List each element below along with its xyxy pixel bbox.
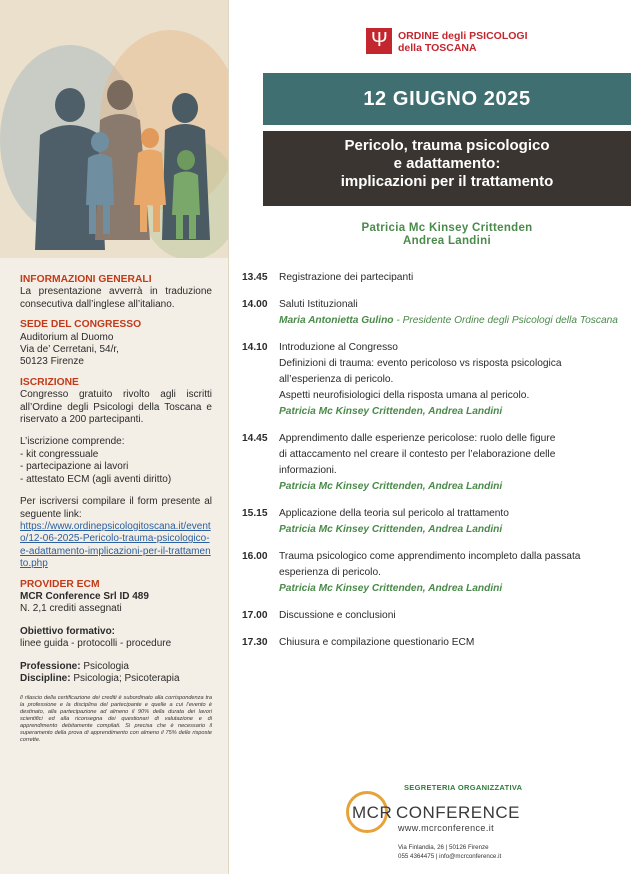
organizer-url[interactable]: www.mcrconference.it xyxy=(398,823,495,833)
program-list xyxy=(242,270,626,662)
program-line: Introduzione al Congresso xyxy=(279,342,398,353)
program-speaker: Patricia Mc Kinsey Crittenden, Andrea Landini xyxy=(279,583,503,594)
program-item xyxy=(242,635,626,651)
registration-includes-title: L’iscrizione comprende: xyxy=(20,436,125,448)
registration-include-item: - kit congressuale xyxy=(20,448,99,460)
event-date: 12 GIUGNO 2025 xyxy=(263,73,631,125)
objective-label: Obiettivo formativo: xyxy=(20,625,116,637)
program-line: Apprendimento dalle esperienze pericolose: ruolo delle figure xyxy=(279,433,556,444)
program-time: 14.00 xyxy=(242,299,268,310)
program-time: 13.45 xyxy=(242,272,268,283)
registration-form-text: Per iscriversi compilare il form presente al seguente link: xyxy=(20,496,212,520)
logo-line1: ORDINE degli PSICOLOGI xyxy=(398,30,528,42)
ordine-logo xyxy=(366,28,556,60)
segreteria-label: SEGRETERIA ORGANIZZATIVA xyxy=(404,783,523,792)
psi-logo-icon xyxy=(366,28,392,54)
ecm-note: Il rilascio della certificazione dei crediti è subordinato alla corrispondenza tra la professione e la disciplina del partecipante e quelle a cui l’evento è destinato, alla partecipazione ad almeno il 90% della durata dei lavori scientifici ed alla riconsegna dei questionari di valutazione e di apprendimento debitamente compilati. Si precisa che è necessario il superamento della prova di apprendimento con almeno il 75% delle risposte corrette. xyxy=(20,695,212,744)
program-time: 14.10 xyxy=(242,342,268,353)
program-time: 14.45 xyxy=(242,433,268,444)
address-line: 055 4364475 | info@mcrconference.it xyxy=(398,852,502,860)
title-line: e adattamento: xyxy=(393,155,501,172)
program-time: 15.15 xyxy=(242,508,268,519)
provider-name: MCR Conference Srl ID 489 xyxy=(20,590,149,602)
organizer-address xyxy=(398,844,501,861)
general-info-title: INFORMAZIONI GENERALI xyxy=(20,274,152,285)
speakers xyxy=(263,222,631,248)
event-title xyxy=(263,131,631,206)
profession-row xyxy=(20,661,212,673)
registration-title: ISCRIZIONE xyxy=(20,376,79,388)
program-line: Aspetti neurofisiologici della risposta umana al pericolo. xyxy=(279,390,530,401)
program-line: all’esperienza di pericolo. xyxy=(279,374,394,385)
family-illustration xyxy=(0,0,228,258)
speaker-name: Patricia Mc Kinsey Crittenden xyxy=(361,222,533,234)
program-line: di attaccamento nel creare il contesto per l’elaborazione delle xyxy=(279,449,556,460)
program-speaker xyxy=(279,313,626,329)
program-speaker: Patricia Mc Kinsey Crittenden, Andrea Landini xyxy=(279,406,503,417)
program-time: 16.00 xyxy=(242,551,268,562)
program-item xyxy=(242,340,626,420)
program-speaker: Patricia Mc Kinsey Crittenden, Andrea Landini xyxy=(279,524,503,535)
provider-title: PROVIDER ECM xyxy=(20,578,100,590)
program-time: 17.30 xyxy=(242,637,268,648)
speaker-name: Andrea Landini xyxy=(403,235,491,247)
program-line: Definizioni di trauma: evento pericoloso vs risposta psicologica xyxy=(279,358,562,369)
profession-label: Professione: xyxy=(20,660,81,672)
program-item xyxy=(242,297,626,329)
organizer-footer xyxy=(346,783,586,863)
title-line: implicazioni per il trattamento xyxy=(340,173,554,190)
speaker-role: - Presidente Ordine degli Psicologi della Toscana xyxy=(393,315,618,326)
discipline-value: Psicologia; Psicoterapia xyxy=(73,672,180,684)
program-line: Trauma psicologico come apprendimento incompleto dalla passata xyxy=(279,551,581,562)
program-item xyxy=(242,506,626,538)
registration-include-item: - attestato ECM (agli aventi diritto) xyxy=(20,473,172,485)
speaker-name: Maria Antonietta Gulino xyxy=(279,315,394,326)
profession-value: Psicologia xyxy=(83,660,129,672)
program-speaker: Patricia Mc Kinsey Crittenden, Andrea Landini xyxy=(279,481,503,492)
mcr-logo-text: MCR xyxy=(352,803,393,822)
registration-link[interactable]: https://www.ordinepsicologitoscana.it/evento/12-06-2025-Pericolo-trauma-psicologico-e-adattamento-implicazioni-per-il-trattamento.php xyxy=(20,520,211,570)
program-item xyxy=(242,549,626,597)
conference-logo-text: CONFERENCE xyxy=(396,803,521,822)
program-line: Applicazione della teoria sul pericolo al trattamento xyxy=(279,508,509,519)
program-item xyxy=(242,608,626,624)
program-item xyxy=(242,431,626,495)
discipline-label: Discipline: xyxy=(20,672,71,684)
venue-title: SEDE DEL CONGRESSO xyxy=(20,319,142,331)
program-line: informazioni. xyxy=(279,465,337,476)
objective-text: linee guida - protocolli - procedure xyxy=(20,638,172,650)
psi-symbol: Ψ xyxy=(371,29,388,51)
general-info-text: La presentazione avverrà in traduzione consecutiva dall’inglese all’italiano. xyxy=(20,286,212,310)
registration-text: Congresso gratuito rivolto agli iscritti all’Ordine degli Psicologi della Toscana e riservato a 200 partecipanti. xyxy=(20,389,212,426)
logo-line2: della TOSCANA xyxy=(398,41,477,54)
program-line: Saluti Istituzionali xyxy=(279,299,358,310)
logo-text xyxy=(398,31,528,54)
family-illustration-art xyxy=(0,0,228,258)
program-line: esperienza di pericolo. xyxy=(279,567,381,578)
program-line: Discussione e conclusioni xyxy=(279,610,396,621)
address-line: Via Finlandia, 26 | 50126 Firenze xyxy=(398,844,489,851)
venue-line: 50123 Firenze xyxy=(20,356,84,368)
registration-include-item: - partecipazione ai lavori xyxy=(20,461,129,473)
discipline-row xyxy=(20,673,212,685)
venue-line: Auditorium al Duomo xyxy=(20,331,114,343)
sidebar xyxy=(0,0,229,874)
venue-line: Via de’ Cerretani, 54/r, xyxy=(20,344,119,356)
program-time: 17.00 xyxy=(242,610,268,621)
title-line: Pericolo, trauma psicologico xyxy=(344,137,550,154)
program-item xyxy=(242,270,626,286)
program-line: Chiusura e compilazione questionario ECM xyxy=(279,637,475,648)
provider-credits: N. 2,1 crediti assegnati xyxy=(20,603,122,615)
sidebar-info xyxy=(20,274,212,744)
program-line: Registrazione dei partecipanti xyxy=(279,272,414,283)
